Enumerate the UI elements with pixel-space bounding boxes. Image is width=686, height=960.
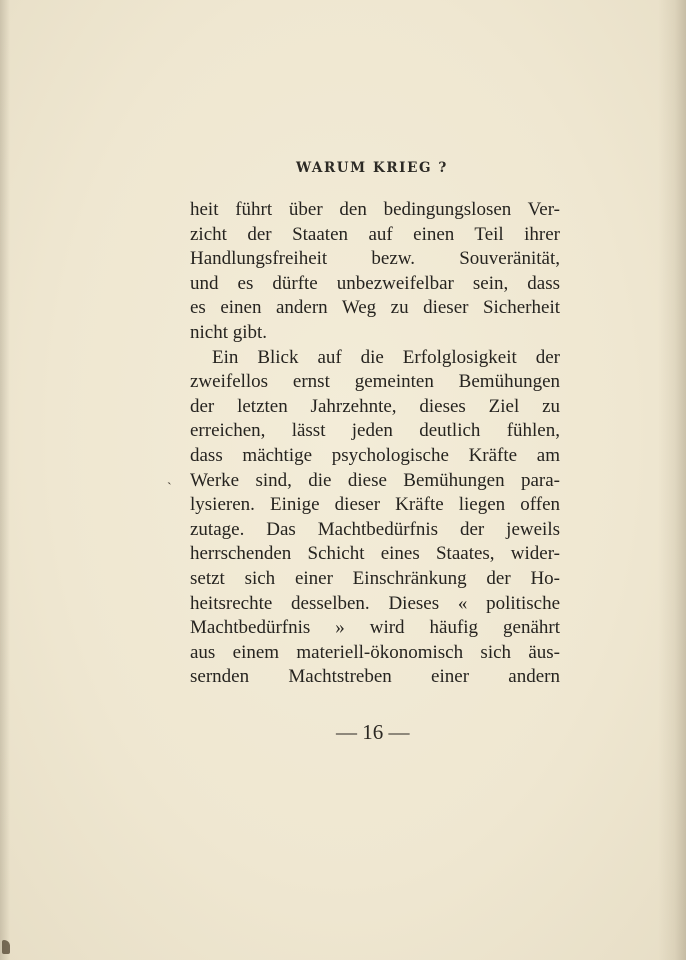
- text-line: dass mächtige psychologische Kräfte am: [190, 444, 560, 466]
- text-line: nicht gibt.: [190, 321, 268, 343]
- text-line: setzt sich einer Einschränkung der Ho-: [190, 567, 560, 589]
- text-line: Werke sind, die diese Bemühungen para-: [190, 469, 560, 491]
- text-line: lysieren. Einige dieser Kräfte liegen offen: [190, 494, 560, 516]
- page-corner-mark: [2, 940, 10, 954]
- text-line: zicht der Staaten auf einen Teil ihrer: [190, 223, 560, 245]
- text-line: heitsrechte desselben. Dieses « politische: [190, 592, 560, 614]
- text-line: heit führt über den bedingungslosen Ver-: [190, 199, 560, 220]
- text-line: sernden Machtstreben einer andern: [190, 666, 560, 688]
- page-shadow-right: [658, 0, 686, 960]
- paragraph-1: [190, 198, 560, 346]
- paragraph-2: [190, 346, 560, 690]
- text-line: es einen andern Weg zu dieser Sicherheit: [190, 297, 560, 319]
- text-line: zutage. Das Machtbedürfnis der jeweils: [190, 518, 560, 540]
- page-number: — 16 —: [336, 720, 410, 744]
- running-head: WARUM KRIEG ?: [296, 160, 448, 176]
- text-line: zweifellos ernst gemeinten Bemühungen: [190, 371, 560, 393]
- text-line: herrschenden Schicht eines Staates, wider-: [190, 543, 560, 565]
- text-line: erreichen, lässt jeden deutlich fühlen,: [190, 420, 560, 442]
- text-line: der letzten Jahrzehnte, dieses Ziel zu: [190, 395, 560, 417]
- text-line: Machtbedürfnis » wird häufig genährt: [190, 617, 560, 639]
- text-line: aus einem materiell-ökonomisch sich äus-: [190, 641, 560, 663]
- body-text: [190, 198, 560, 690]
- text-line: Handlungsfreiheit bezw. Souveränität,: [190, 248, 560, 270]
- text-line: Ein Blick auf die Erfolglosigkeit der: [212, 346, 560, 368]
- margin-mark: `: [167, 481, 172, 496]
- text-line: und es dürfte unbezweifelbar sein, dass: [190, 272, 560, 294]
- page-shadow-left: [0, 0, 10, 960]
